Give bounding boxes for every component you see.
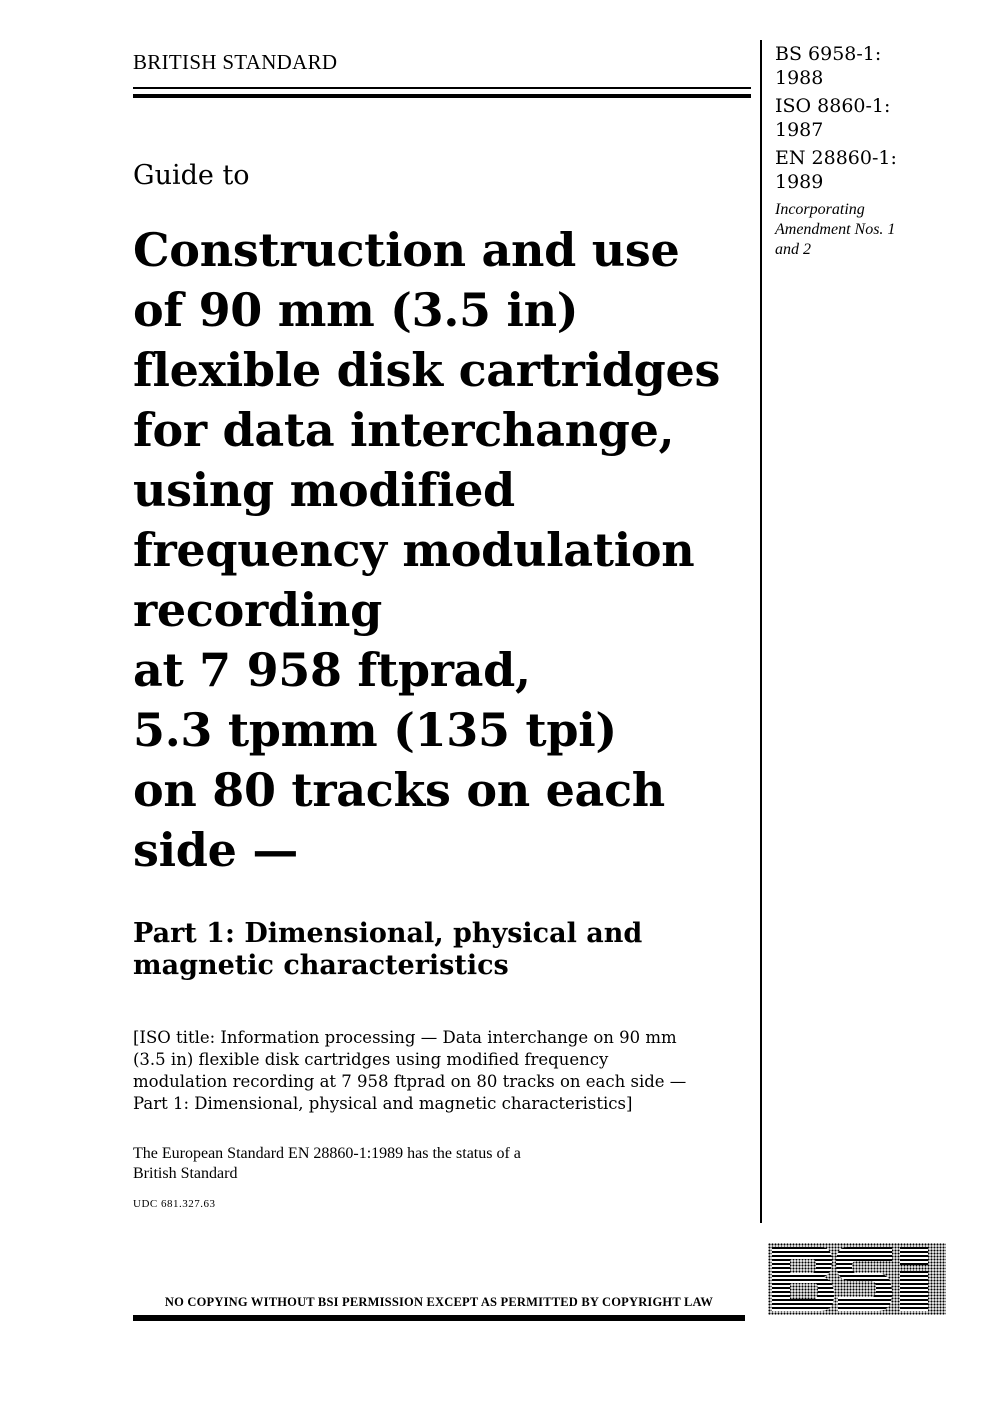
document-title: Construction and use of 90 mm (3.5 in) flexible disk cartridges for data interchange, using modified frequency modulation recording at 7 958 ftprad, 5.3 tpmm (135 tpi) on 80 tracks on each side — (133, 223, 721, 877)
header-rule-thick (133, 94, 751, 98)
en-number: EN 28860-1: 1989 (775, 147, 897, 193)
bs-number: BS 6958-1: 1988 (775, 43, 882, 89)
header-rule-thin (133, 87, 751, 89)
iso-number: ISO 8860-1: 1987 (775, 95, 891, 141)
amendment-note: Incorporating Amendment Nos. 1 and 2 (775, 201, 896, 258)
status-note: The European Standard EN 28860-1:1989 has the status of a British Standard (133, 1145, 521, 1182)
footer-rule (133, 1315, 745, 1321)
iso-title: [ISO title: Information processing — Data interchange on 90 mm (3.5 in) flexible disk cartridges using modified frequency modulation recording at 7 958 ftprad on 80 tracks on each side — Part 1: Dimensional, physical and magnetic characteristics] (133, 1028, 687, 1113)
udc-number: UDC 681.327.63 (133, 1198, 216, 1210)
series-label: BRITISH STANDARD (133, 50, 338, 74)
column-divider (760, 40, 762, 1223)
standard-numbers-sidebar (775, 42, 975, 260)
guide-to-label: Guide to (133, 160, 250, 191)
copyright-notice: NO COPYING WITHOUT BSI PERMISSION EXCEPT AS PERMITTED BY COPYRIGHT LAW (164, 1295, 714, 1309)
part-title: Part 1: Dimensional, physical and magnetic characteristics (133, 918, 643, 981)
bsi-logo-icon (768, 1243, 946, 1315)
